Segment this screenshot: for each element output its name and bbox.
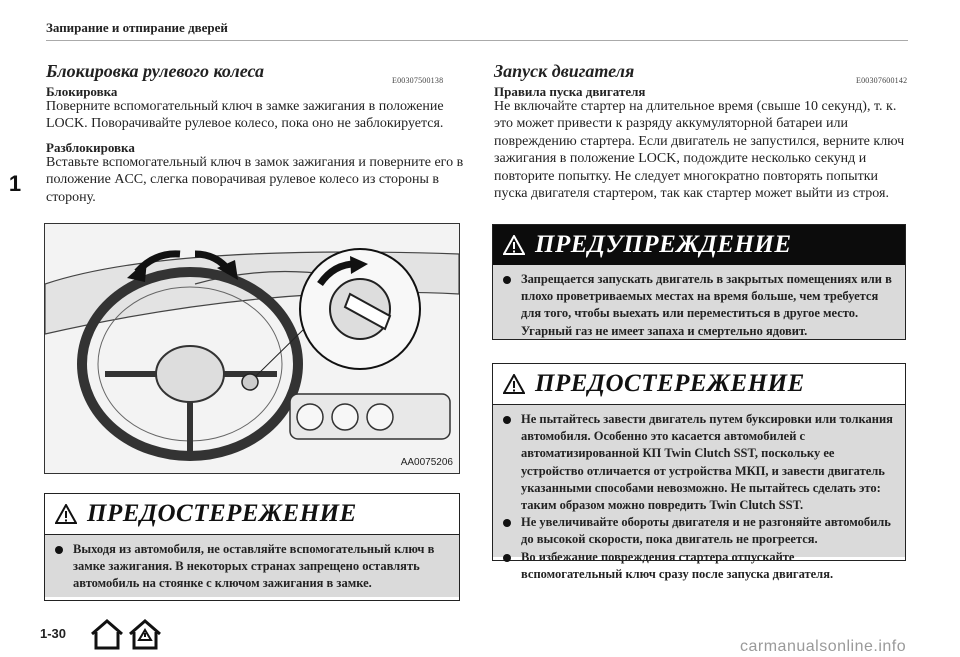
- paragraph-unlock: Вставьте вспомогательный ключ в замок зажигания и поверните его в положение ACC, слегка поворачивая рулевое колесо из стороны в сторону.: [46, 155, 464, 205]
- warning-title: ПРЕДУПРЕЖДЕНИЕ: [535, 231, 792, 258]
- page-header: Запирание и отпирание дверей: [46, 20, 228, 35]
- warning-item: Запрещается запускать двигатель в закрытых помещениях или в плохо проветриваемых местах на время больше, чем требуется для того, чтобы выехать или переместиться в другое место. Угарный газ не имеет запаха и смертельно ядовит.: [503, 271, 897, 340]
- caution-header: [493, 364, 905, 405]
- watermark: carmanualsonline.info: [740, 638, 907, 655]
- home-icons[interactable]: [88, 618, 164, 657]
- steering-lock-illustration: [44, 223, 460, 474]
- subheading-start-rules: Правила пуска двигателя: [494, 84, 646, 99]
- caution-item: Не увеличивайте обороты двигателя и не разгоняйте автомобиль до высокой скорости, пока двигатель не прогреется.: [503, 514, 897, 548]
- caution-title: ПРЕДОСТЕРЕЖЕНИЕ: [535, 370, 805, 397]
- warning-header: [493, 225, 905, 265]
- warning-box: [492, 224, 906, 340]
- page-number: 1-30: [40, 626, 67, 641]
- caution-body: [493, 405, 905, 581]
- subheading-lock: Блокировка: [46, 84, 118, 99]
- bullet-icon: [503, 276, 511, 284]
- caution-box-right: [492, 363, 906, 581]
- section-code: E00307500138: [392, 76, 444, 85]
- caution-box-left: [44, 493, 460, 601]
- header-rule: [46, 40, 908, 41]
- warning-body: [493, 265, 905, 339]
- caution-item: Не пытайтесь завести двигатель путем буксировки или толкания автомобиля. Особенно это касается автомобилей с автоматизированной КП Twin Clutch SST, поскольку ее устройство отличается от устройства МКП, и завести двигатель указанными способами невозможно. Не пытайтесь сделать это: таким образом можно повредить Twin Clutch SST.: [503, 411, 897, 514]
- paragraph-start-rules: Не включайте стартер на длительное время (свыше 10 секунд), т. к. это может привести к разряду аккумуляторной батареи или повреждению стартера. Если двигатель не запустился, верните ключ зажигания в положение LOCK, подождите несколько секунд и повторите попытку. Не следует многократно повторять попытки пуска двигателя стартером, так как стартер может выйти из строя.: [494, 99, 905, 202]
- bullet-icon: [503, 554, 511, 562]
- section-code: E00307600142: [856, 76, 908, 85]
- dashboard-drawing: [45, 224, 459, 473]
- chapter-tab: 1: [8, 171, 22, 196]
- bullet-icon: [55, 546, 63, 554]
- bullet-icon: [503, 519, 511, 527]
- caution-item: Выходя из автомобиля, не оставляйте вспомогательный ключ в замке зажигания. В некоторых странах запрещено оставлять автомобиль на стоянке с ключом зажигания в замке.: [55, 541, 451, 593]
- warning-triangle-icon: [55, 504, 77, 524]
- caution-header: [45, 494, 459, 535]
- caution-item: Во избежание повреждения стартера отпускайте вспомогательный ключ сразу после запуска двигателя.: [503, 549, 897, 583]
- warning-triangle-icon: [503, 374, 525, 394]
- section-title-steering-lock: Блокировка рулевого колеса: [46, 61, 264, 81]
- caution-title: ПРЕДОСТЕРЕЖЕНИЕ: [87, 500, 357, 527]
- figure-code: AA0075206: [400, 457, 453, 468]
- paragraph-lock: Поверните вспомогательный ключ в замке зажигания в положение LOCK. Поворачивайте рулевое колесо, пока оно не заблокируется.: [46, 99, 444, 132]
- section-title-engine-start: Запуск двигателя: [494, 61, 635, 81]
- subheading-unlock: Разблокировка: [46, 140, 135, 155]
- bullet-icon: [503, 416, 511, 424]
- warning-triangle-icon: [503, 235, 525, 255]
- home-icon[interactable]: [88, 618, 164, 652]
- caution-body: [45, 535, 459, 597]
